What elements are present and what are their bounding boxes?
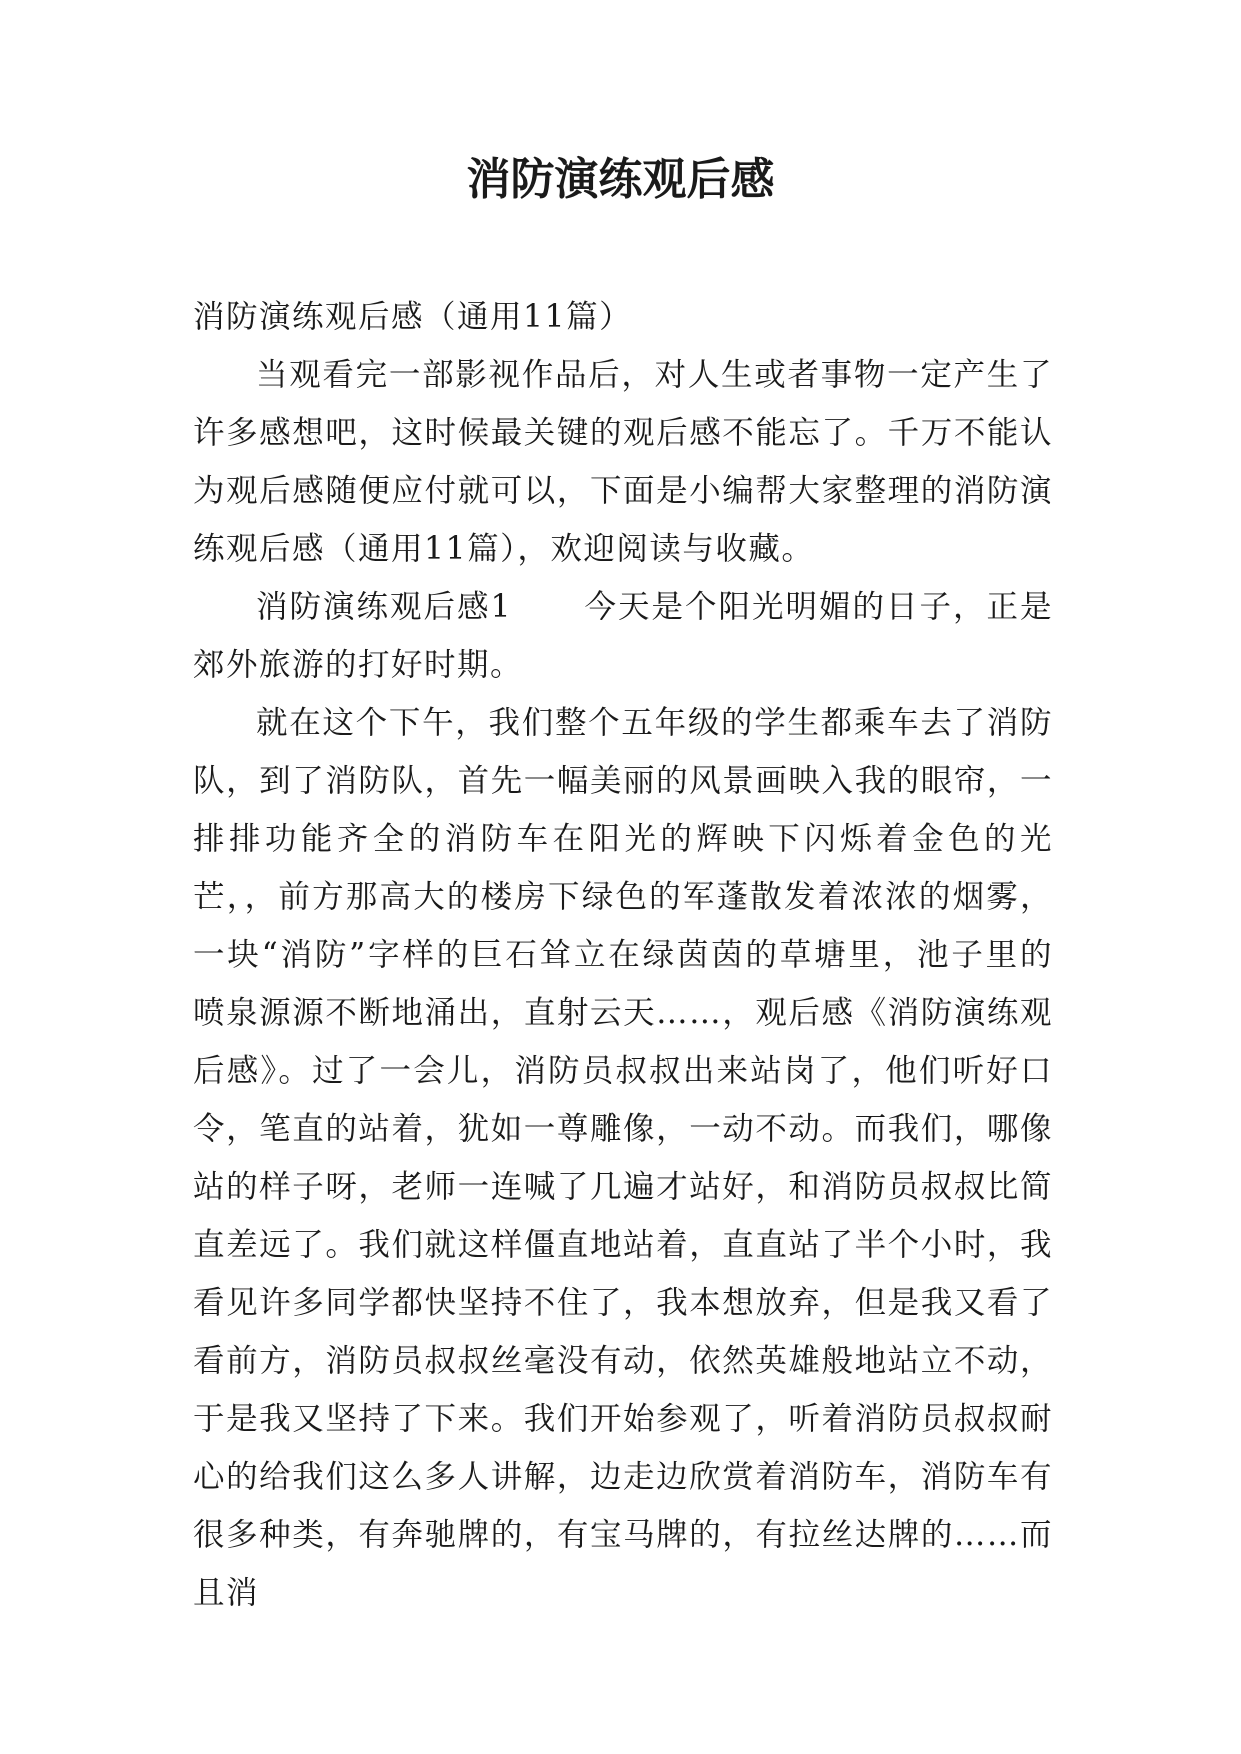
document-subtitle: 消防演练观后感（通用11篇） <box>193 299 633 335</box>
section-1-heading: 消防演练观后感1 <box>256 589 513 625</box>
section-1-paragraph <box>193 578 1053 694</box>
intro-paragraph: 当观看完一部影视作品后，对人生或者事物一定产生了许多感想吧，这时候最关键的观后感不能忘了。千万不能认为观后感随便应付就可以，下面是小编帮大家整理的消防演练观后感（通用11篇），欢迎阅读与收藏。 <box>193 357 1053 567</box>
document-title: 消防演练观后感 <box>466 154 775 205</box>
document-body <box>193 288 1053 1622</box>
section-1-opening: 今天是个阳光明媚的日子，正是郊外旅游的打好时期。 <box>193 589 1053 683</box>
paragraph-2: 就在这个下午，我们整个五年级的学生都乘车去了消防队，到了消防队，首先一幅美丽的风景画映入我的眼帘，一排排功能齐全的消防车在阳光的辉映下闪烁着金色的光芒，，前方那高大的楼房下绿色的军蓬散发着浓浓的烟雾，一块“消防”字样的巨石耸立在绿茵茵的草塘里，池子里的喷泉源源不断地涌出，直射云天……，观后感《消防演练观后感》。过了一会儿，消防员叔叔出来站岗了，他们听好口令，笔直的站着，犹如一尊雕像，一动不动。而我们，哪像站的样子呀，老师一连喊了几遍才站好，和消防员叔叔比简直差远了。我们就这样僵直地站着，直直站了半个小时，我看见许多同学都快坚持不住了，我本想放弃，但是我又看了看前方，消防员叔叔丝毫没有动，依然英雄般地站立不动，于是我又坚持了下来。我们开始参观了，听着消防员叔叔耐心的给我们这么多人讲解，边走边欣赏着消防车，消防车有很多种类，有奔驰牌的，有宝马牌的，有拉丝达牌的……而且消 <box>193 705 1053 1611</box>
